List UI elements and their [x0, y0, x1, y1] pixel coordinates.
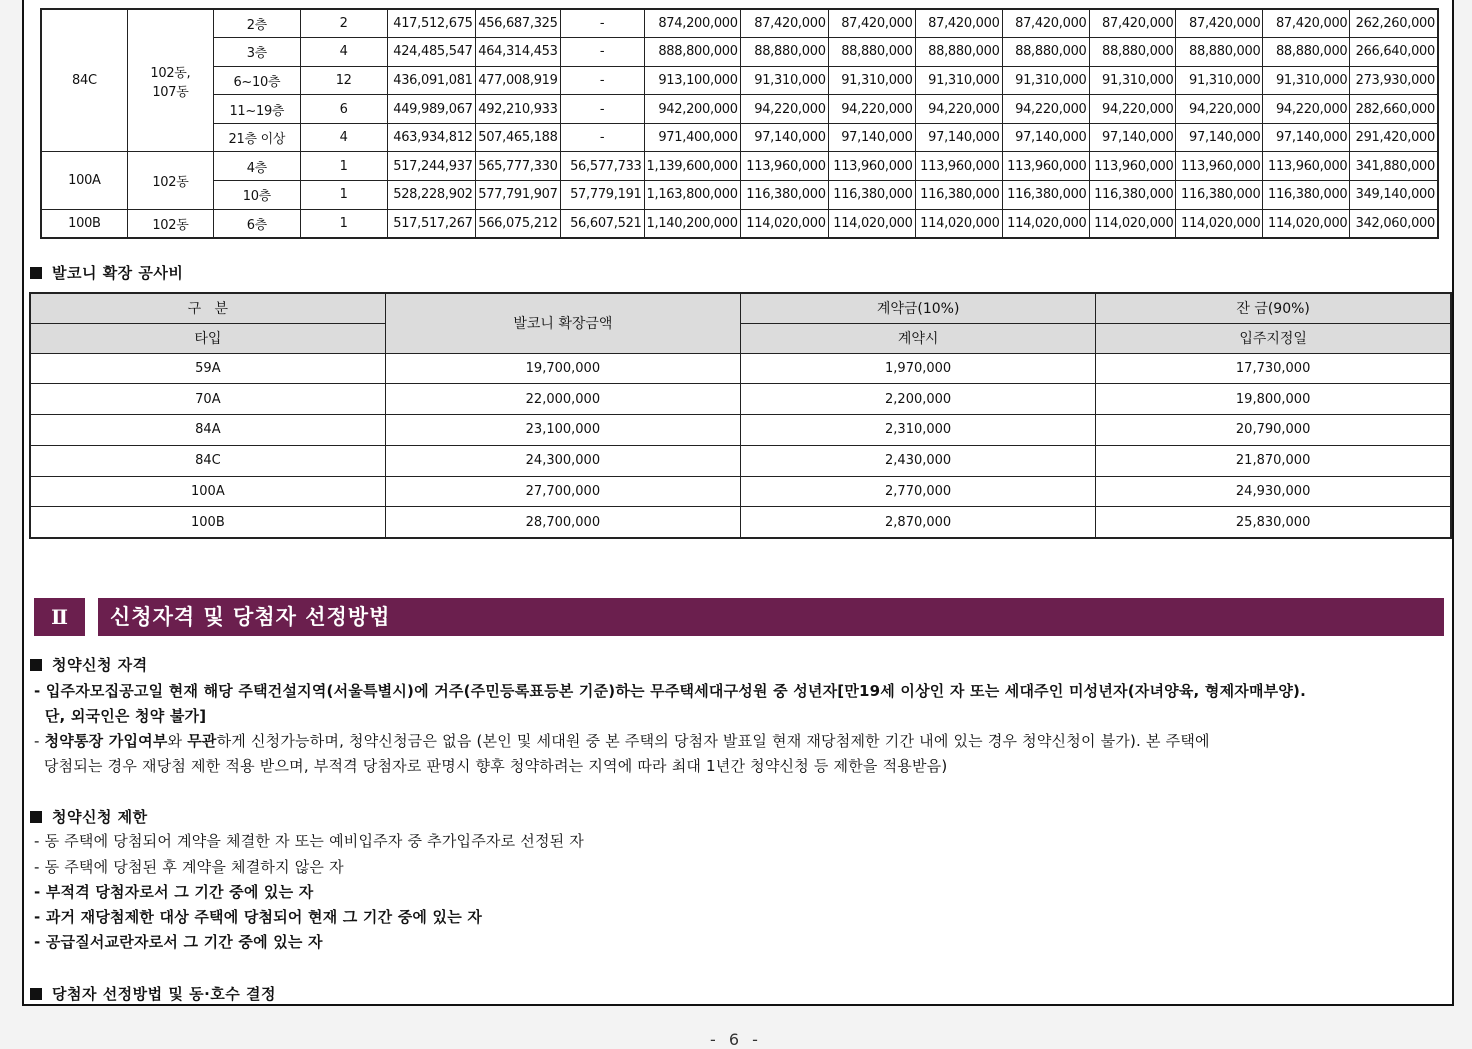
price-cell: 87,420,000 [1176, 9, 1263, 38]
price-cell: 436,091,081 [387, 66, 475, 95]
price-cell: 1 [300, 209, 387, 238]
price-row [41, 123, 1438, 152]
balcony-table [29, 292, 1452, 539]
price-cell: 6층 [214, 209, 301, 238]
price-cell: 56,607,521 [560, 209, 644, 238]
balcony-row [30, 507, 1451, 538]
price-row [41, 181, 1438, 210]
price-cell: 273,930,000 [1350, 66, 1438, 95]
price-cell: 3층 [214, 38, 301, 67]
price-cell: 91,310,000 [915, 66, 1002, 95]
qualification-heading [30, 654, 148, 675]
price-cell: 113,960,000 [915, 152, 1002, 181]
price-cell: 97,140,000 [740, 123, 828, 152]
price-row [41, 9, 1438, 38]
price-cell: 88,880,000 [1176, 38, 1263, 67]
price-cell: 88,880,000 [1263, 38, 1350, 67]
price-cell: 456,687,325 [475, 9, 560, 38]
price-cell: 116,380,000 [1263, 181, 1350, 210]
balcony-cell: 19,700,000 [385, 353, 740, 384]
price-cell: 114,020,000 [1263, 209, 1350, 238]
price-cell: 94,220,000 [1176, 95, 1263, 124]
unit-type-cell: 100B [41, 209, 127, 238]
price-cell: 113,960,000 [828, 152, 915, 181]
price-cell: 477,008,919 [475, 66, 560, 95]
balcony-cell: 24,300,000 [385, 445, 740, 476]
square-bullet-icon [30, 659, 42, 671]
price-cell: 91,310,000 [828, 66, 915, 95]
price-cell: 88,880,000 [1002, 38, 1089, 67]
header-deposit-sub: 계약시 [741, 323, 1096, 353]
square-bullet-icon [30, 988, 42, 1000]
unit-type-cell: 84C [41, 9, 127, 152]
price-cell: 94,220,000 [1089, 95, 1176, 124]
price-cell: 87,420,000 [1263, 9, 1350, 38]
price-cell: 113,960,000 [1263, 152, 1350, 181]
balcony-cell: 84A [30, 415, 385, 446]
balcony-cell: 84C [30, 445, 385, 476]
balcony-cell: 23,100,000 [385, 415, 740, 446]
balcony-cell: 28,700,000 [385, 507, 740, 538]
qualification-line-2: 단, 외국인은 청약 불가] [34, 707, 207, 725]
qualification-bold-2: 무관 [187, 732, 217, 750]
price-cell: 114,020,000 [1176, 209, 1263, 238]
price-cell: 56,577,733 [560, 152, 644, 181]
price-cell: 291,420,000 [1350, 123, 1438, 152]
balcony-cell: 2,770,000 [741, 476, 1096, 507]
price-table-body [41, 9, 1438, 238]
balcony-cell: 1,970,000 [741, 353, 1096, 384]
qualification-heading-text: 청약신청 자격 [52, 656, 148, 674]
qualification-line-3: - 청약통장 가입여부와 무관하게 신청가능하며, 청약신청금은 없음 (본인 및 세대원 중 본 주택의 당첨자 발표일 현재 재당첨제한 기간 내에 있는 경우 청약신청이 불가). 본 주택에 [34, 732, 1210, 750]
balcony-cell: 2,430,000 [741, 445, 1096, 476]
price-cell: 577,791,907 [475, 181, 560, 210]
price-row [41, 152, 1438, 181]
price-cell: 116,380,000 [828, 181, 915, 210]
balcony-heading [30, 262, 183, 283]
price-cell: 12 [300, 66, 387, 95]
price-cell: 874,200,000 [644, 9, 740, 38]
price-cell: 566,075,212 [475, 209, 560, 238]
price-cell: 10층 [214, 181, 301, 210]
unit-type-cell: 100A [41, 152, 127, 209]
price-cell: 507,465,188 [475, 123, 560, 152]
price-cell: 528,228,902 [387, 181, 475, 210]
balcony-cell: 27,700,000 [385, 476, 740, 507]
price-cell: 116,380,000 [1089, 181, 1176, 210]
square-bullet-icon [30, 267, 42, 279]
qualification-text-2: 하게 신청가능하며, 청약신청금은 없음 (본인 및 세대원 중 본 주택의 당첨자 발표일 현재 재당첨제한 기간 내에 있는 경우 청약신청이 불가). 본 주택에 [216, 732, 1210, 750]
price-cell: 91,310,000 [740, 66, 828, 95]
selection-heading [30, 983, 276, 1004]
price-cell: 91,310,000 [1263, 66, 1350, 95]
balcony-cell: 70A [30, 384, 385, 415]
header-gubun: 구 분 [30, 293, 385, 323]
dong-cell: 102동, 107동 [127, 9, 213, 152]
price-cell: - [560, 9, 644, 38]
balcony-cell: 59A [30, 353, 385, 384]
balcony-row [30, 476, 1451, 507]
price-cell: 88,880,000 [915, 38, 1002, 67]
price-cell: 971,400,000 [644, 123, 740, 152]
restriction-item: - 동 주택에 당첨된 후 계약을 체결하지 않은 자 [34, 858, 344, 876]
price-cell: 97,140,000 [1002, 123, 1089, 152]
qualification-text-1: 와 [167, 732, 188, 750]
price-cell: 94,220,000 [1002, 95, 1089, 124]
balcony-cell: 25,830,000 [1096, 507, 1451, 538]
price-row [41, 66, 1438, 95]
balcony-cell: 22,000,000 [385, 384, 740, 415]
balcony-cell: 2,200,000 [741, 384, 1096, 415]
balcony-cell: 17,730,000 [1096, 353, 1451, 384]
restriction-heading-text: 청약신청 제한 [52, 808, 148, 826]
balcony-row [30, 384, 1451, 415]
qualification-line-1: - 입주자모집공고일 현재 해당 주택건설지역(서울특별시)에 거주(주민등록표등본 기준)하는 무주택세대구성원 중 성년자[만19세 이상인 자 또는 세대주인 미성년자(자녀양육, 형제자매부양). [34, 682, 1306, 700]
price-cell: 349,140,000 [1350, 181, 1438, 210]
balcony-cell: 2,870,000 [741, 507, 1096, 538]
price-cell: 417,512,675 [387, 9, 475, 38]
restriction-item: - 공급질서교란자로서 그 기간 중에 있는 자 [34, 933, 323, 951]
restriction-item: - 과거 재당첨제한 대상 주택에 당첨되어 현재 그 기간 중에 있는 자 [34, 908, 483, 926]
price-cell: 57,779,191 [560, 181, 644, 210]
balcony-cell: 21,870,000 [1096, 445, 1451, 476]
price-cell: 262,260,000 [1350, 9, 1438, 38]
price-cell: 91,310,000 [1002, 66, 1089, 95]
price-cell: 517,517,267 [387, 209, 475, 238]
price-cell: 1,163,800,000 [644, 181, 740, 210]
header-balance: 잔 금(90%) [1096, 293, 1451, 323]
price-cell: 565,777,330 [475, 152, 560, 181]
price-cell: 492,210,933 [475, 95, 560, 124]
qualification-bold-1: 청약통장 가입여부 [44, 732, 168, 750]
price-cell: 97,140,000 [1263, 123, 1350, 152]
price-cell: 88,880,000 [740, 38, 828, 67]
price-cell: 2층 [214, 9, 301, 38]
section-number: Ⅱ [34, 598, 85, 636]
price-row [41, 38, 1438, 67]
price-cell: 94,220,000 [828, 95, 915, 124]
price-cell: 97,140,000 [915, 123, 1002, 152]
restriction-item: - 부적격 당첨자로서 그 기간 중에 있는 자 [34, 883, 314, 901]
price-cell: 888,800,000 [644, 38, 740, 67]
price-cell: 4 [300, 38, 387, 67]
price-cell: - [560, 66, 644, 95]
price-cell: 6~10층 [214, 66, 301, 95]
price-cell: 113,960,000 [1089, 152, 1176, 181]
qualification-line-4: 당첨되는 경우 재당첨 제한 적용 받으며, 부적격 당첨자로 판명시 향후 청약하려는 지역에 따라 최대 1년간 청약신청 등 제한을 적용받음) [34, 757, 948, 775]
price-cell: 97,140,000 [1176, 123, 1263, 152]
balcony-cell: 100B [30, 507, 385, 538]
price-cell: 87,420,000 [1089, 9, 1176, 38]
balcony-cell: 100A [30, 476, 385, 507]
price-cell: 342,060,000 [1350, 209, 1438, 238]
dong-cell: 102동 [127, 209, 213, 238]
price-cell: 424,485,547 [387, 38, 475, 67]
square-bullet-icon [30, 811, 42, 823]
price-cell: 21층 이상 [214, 123, 301, 152]
price-cell: 94,220,000 [740, 95, 828, 124]
balcony-row [30, 353, 1451, 384]
price-cell: 341,880,000 [1350, 152, 1438, 181]
document-page [22, 0, 1454, 1006]
price-cell: 87,420,000 [828, 9, 915, 38]
price-cell: 97,140,000 [828, 123, 915, 152]
balcony-cell: 24,930,000 [1096, 476, 1451, 507]
restriction-heading [30, 806, 148, 827]
price-cell: 114,020,000 [915, 209, 1002, 238]
price-cell: 266,640,000 [1350, 38, 1438, 67]
price-cell: 449,989,067 [387, 95, 475, 124]
price-cell: 116,380,000 [915, 181, 1002, 210]
balcony-cell: 19,800,000 [1096, 384, 1451, 415]
dong-cell: 102동 [127, 152, 213, 209]
price-cell: 1,140,200,000 [644, 209, 740, 238]
header-type: 타입 [30, 323, 385, 353]
price-cell: 113,960,000 [740, 152, 828, 181]
balcony-header-row-1 [30, 293, 1451, 323]
balcony-row [30, 445, 1451, 476]
price-cell: 6 [300, 95, 387, 124]
price-cell: 87,420,000 [1002, 9, 1089, 38]
price-cell: 88,880,000 [828, 38, 915, 67]
price-table [40, 8, 1439, 239]
price-cell: 91,310,000 [1176, 66, 1263, 95]
price-row [41, 209, 1438, 238]
price-cell: 464,314,453 [475, 38, 560, 67]
price-cell: 116,380,000 [1002, 181, 1089, 210]
price-cell: 282,660,000 [1350, 95, 1438, 124]
restriction-item: - 동 주택에 당첨되어 계약을 체결한 자 또는 예비입주자 중 추가입주자로 선정된 자 [34, 832, 585, 850]
price-cell: - [560, 123, 644, 152]
balcony-header-row-2 [30, 323, 1451, 353]
price-cell: 517,244,937 [387, 152, 475, 181]
balcony-row [30, 415, 1451, 446]
price-cell: 1 [300, 152, 387, 181]
price-cell: 91,310,000 [1089, 66, 1176, 95]
price-cell: 4 [300, 123, 387, 152]
balcony-table-body [30, 353, 1451, 538]
header-deposit: 계약금(10%) [741, 293, 1096, 323]
price-cell: - [560, 38, 644, 67]
price-row [41, 95, 1438, 124]
price-cell: 463,934,812 [387, 123, 475, 152]
selection-heading-text: 당첨자 선정방법 및 동·호수 결정 [52, 985, 276, 1003]
price-cell: 4층 [214, 152, 301, 181]
header-amount: 발코니 확장금액 [385, 293, 740, 353]
price-cell: 1 [300, 181, 387, 210]
price-cell: 97,140,000 [1089, 123, 1176, 152]
price-cell: - [560, 95, 644, 124]
price-cell: 87,420,000 [915, 9, 1002, 38]
price-cell: 94,220,000 [1263, 95, 1350, 124]
price-cell: 114,020,000 [1002, 209, 1089, 238]
section-title: 신청자격 및 당첨자 선정방법 [98, 598, 1444, 636]
balcony-cell: 2,310,000 [741, 415, 1096, 446]
price-cell: 1,139,600,000 [644, 152, 740, 181]
price-cell: 2 [300, 9, 387, 38]
balcony-cell: 20,790,000 [1096, 415, 1451, 446]
price-cell: 11~19층 [214, 95, 301, 124]
price-cell: 116,380,000 [740, 181, 828, 210]
price-cell: 87,420,000 [740, 9, 828, 38]
price-cell: 94,220,000 [915, 95, 1002, 124]
price-cell: 113,960,000 [1002, 152, 1089, 181]
price-cell: 114,020,000 [1089, 209, 1176, 238]
price-cell: 88,880,000 [1089, 38, 1176, 67]
price-cell: 116,380,000 [1176, 181, 1263, 210]
header-balance-sub: 입주지정일 [1096, 323, 1451, 353]
price-cell: 942,200,000 [644, 95, 740, 124]
price-cell: 113,960,000 [1176, 152, 1263, 181]
balcony-heading-text: 발코니 확장 공사비 [52, 264, 184, 282]
page-number: - 6 - [710, 1030, 762, 1049]
price-cell: 913,100,000 [644, 66, 740, 95]
price-cell: 114,020,000 [828, 209, 915, 238]
price-cell: 114,020,000 [740, 209, 828, 238]
